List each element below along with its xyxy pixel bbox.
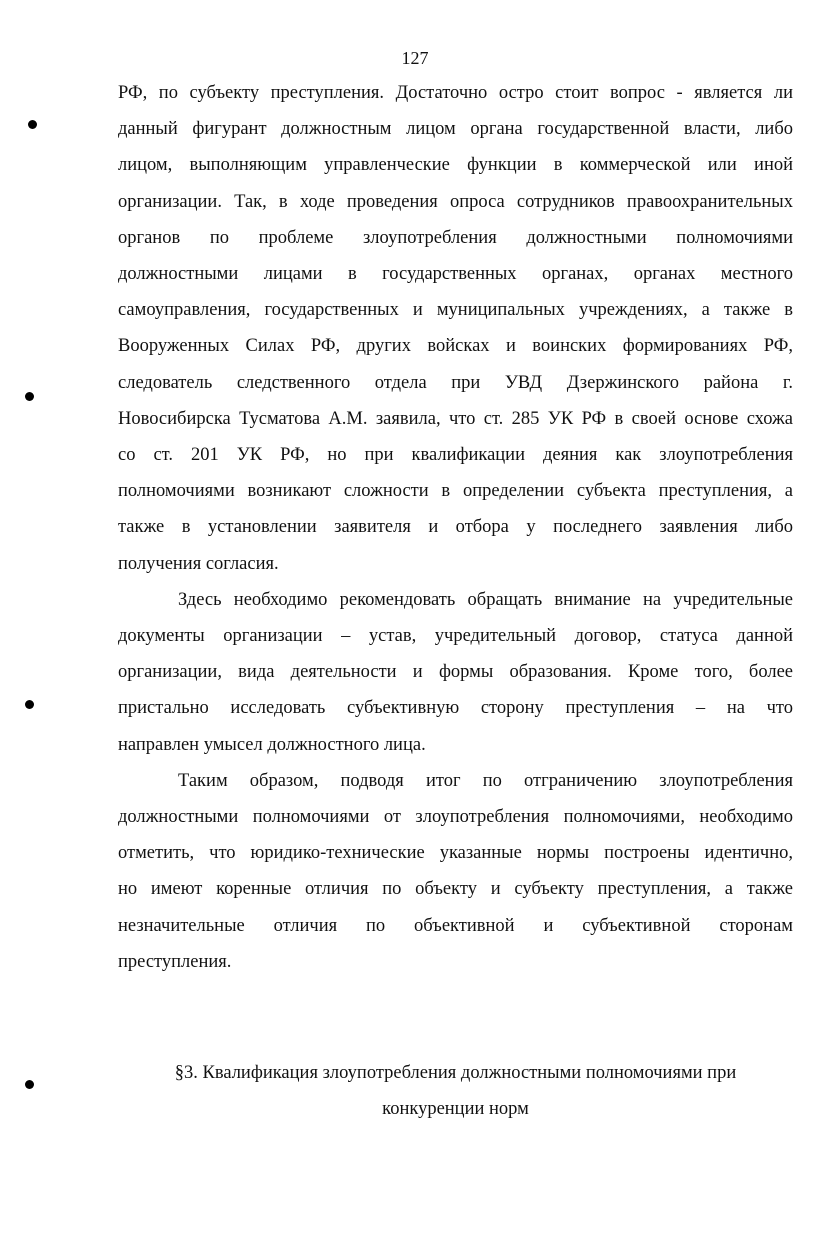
binder-hole-mark <box>25 700 34 709</box>
paragraph-3 <box>118 763 793 980</box>
section-heading-line-2: конкуренции норм <box>382 1099 529 1119</box>
text-line: лицом, выполняющим управленческие функции в коммерческой или иной <box>118 155 793 176</box>
text-line: организации. Так, в ходе проведения опроса сотрудников правоохранительных <box>118 191 793 212</box>
binder-hole-mark <box>28 120 37 129</box>
text-line: направлен умысел должностного лица. <box>118 734 426 755</box>
text-line: пристально исследовать субъективную сторону преступления – на что <box>118 698 793 719</box>
binder-hole-mark <box>25 1080 34 1089</box>
section-heading <box>118 1055 793 1127</box>
text-line: Таким образом, подводя итог по отграничению злоупотребления <box>178 770 793 791</box>
text-line: Новосибирска Тусматова А.М. заявила, что ст. 285 УК РФ в своей основе схожа <box>118 408 793 429</box>
text-line: следователь следственного отдела при УВД Дзержинского района г. <box>118 372 793 393</box>
text-line: незначительные отличия по объективной и субъективной сторонам <box>118 915 793 936</box>
page-number: 127 <box>401 48 429 68</box>
text-line: самоуправления, государственных и муниципальных учреждениях, а также в <box>118 300 793 321</box>
paragraph-2 <box>118 582 793 763</box>
text-line: организации, вида деятельности и формы образования. Кроме того, более <box>118 662 793 683</box>
text-line: документы организации – устав, учредительный договор, статуса данной <box>118 626 793 647</box>
paragraph-1 <box>118 75 793 582</box>
text-line: Здесь необходимо рекомендовать обращать внимание на учредительные <box>178 589 793 610</box>
text-line: со ст. 201 УК РФ, но при квалификации деяния как злоупотребления <box>118 445 793 466</box>
text-line: преступления. <box>118 951 232 972</box>
body-text <box>118 75 793 980</box>
text-line: данный фигурант должностным лицом органа государственной власти, либо <box>118 119 793 140</box>
text-line: органов по проблеме злоупотребления должностными полномочиями <box>118 227 793 248</box>
text-line: должностными лицами в государственных органах, органах местного <box>118 264 793 285</box>
text-line: но имеют коренные отличия по объекту и субъекту преступления, а также <box>118 879 793 900</box>
text-line: получения согласия. <box>118 553 279 574</box>
section-heading-line-1: §3. Квалификация злоупотребления должностными полномочиями при <box>174 1063 737 1083</box>
binder-hole-mark <box>25 392 34 401</box>
text-line: РФ, по субъекту преступления. Достаточно остро стоит вопрос - является ли <box>118 83 793 103</box>
text-line: Вооруженных Силах РФ, других войсках и воинских формированиях РФ, <box>118 336 793 357</box>
text-line: отметить, что юридико-технические указанные нормы построены идентично, <box>118 843 793 864</box>
text-line: должностными полномочиями от злоупотребления полномочиями, необходимо <box>118 807 793 828</box>
text-line: также в установлении заявителя и отбора у последнего заявления либо <box>118 517 793 538</box>
text-line: полномочиями возникают сложности в определении субъекта преступления, а <box>118 481 793 502</box>
